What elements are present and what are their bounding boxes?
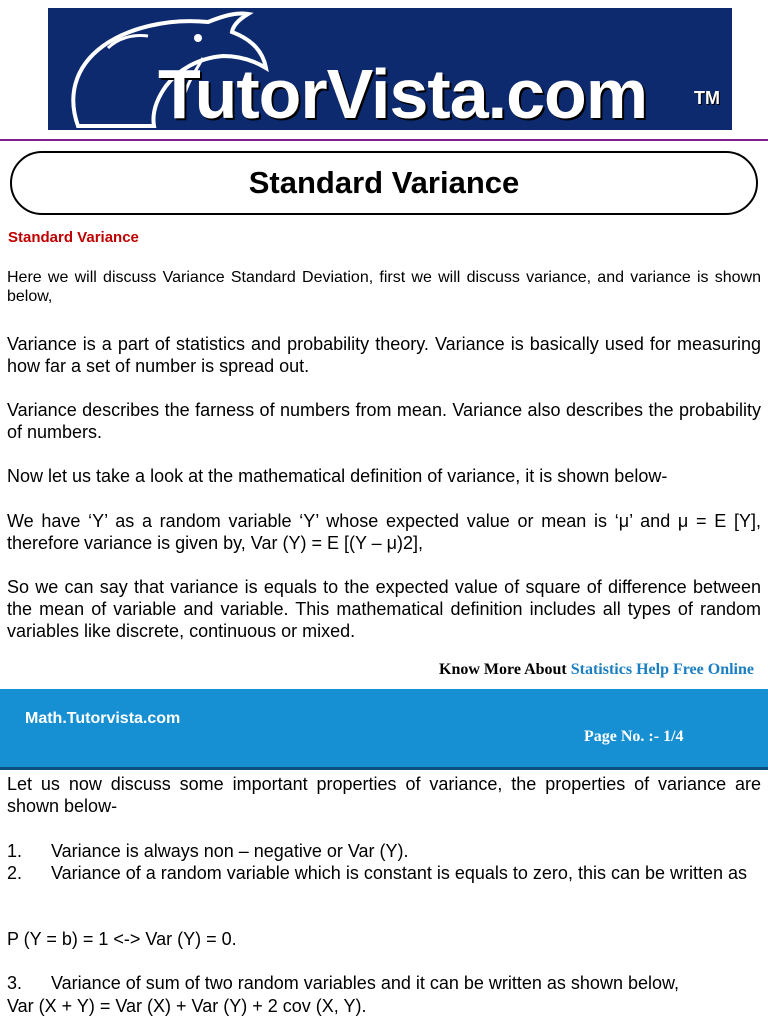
paragraph-definition: Variance is a part of statistics and probability theory. Variance is basically used for measuring how far a set of number is spread out. [7,334,761,376]
title-capsule [10,151,758,215]
list-item-number: 3. [7,973,23,993]
paragraph-summary: So we can say that variance is equals to the expected value of square of difference between the mean of variable and variable. This mathematical definition includes all types of random variables like discrete, continuous or mixed. [7,577,761,641]
know-more-line [439,661,754,679]
footer-band-shadow [0,767,768,770]
page-title: Standard Variance [248,165,520,200]
list-item [7,840,761,862]
formula-sum-variance: Var (X + Y) = Var (X) + Var (Y) + 2 cov (X, Y). [7,996,367,1016]
know-more-prefix: Know More About [439,661,571,678]
section-heading: Standard Variance [8,229,139,246]
paragraph-math-definition: Now let us take a look at the mathematical definition of variance, it is shown below- [7,466,668,486]
logo-wordmark: TutorVista.com [158,55,648,130]
list-item-number: 1. [7,841,23,861]
trademark-mark: TM [694,88,720,108]
list-item-text: Variance of a random variable which is constant is equals to zero, this can be written as [51,863,748,883]
formula-constant-variance: P (Y = b) = 1 <-> Var (Y) = 0. [7,929,237,949]
paragraph-farness: Variance describes the farness of numbers from mean. Variance also describes the probability of numbers. [7,400,761,442]
list-item-number: 2. [7,863,23,883]
footer-site-link[interactable]: Math.Tutorvista.com [25,710,181,727]
page-number: Page No. :- 1/4 [584,728,684,745]
paragraph-random-variable: We have ‘Y’ as a random variable ‘Y’ whose expected value or mean is ‘μ’ and μ = E [Y], therefore variance is given by, Var (Y) = E [(Y – μ)2], [7,511,761,553]
statistics-help-link[interactable]: Statistics Help Free Online [570,661,754,678]
paragraph-properties-intro: Let us now discuss some important properties of variance, the properties of variance are shown below- [7,774,761,816]
list-item-text: Variance of sum of two random variables and it can be written as shown below, [51,973,679,993]
header-divider [0,139,768,141]
list-item [7,862,761,884]
list-item-text: Variance is always non – negative or Var (Y). [51,841,409,861]
page-footer-band [0,689,768,767]
tutorvista-logo[interactable] [48,8,732,130]
list-item [7,972,761,994]
paragraph-intro: Here we will discuss Variance Standard Deviation, first we will discuss variance, and variance is shown below, [7,269,761,305]
